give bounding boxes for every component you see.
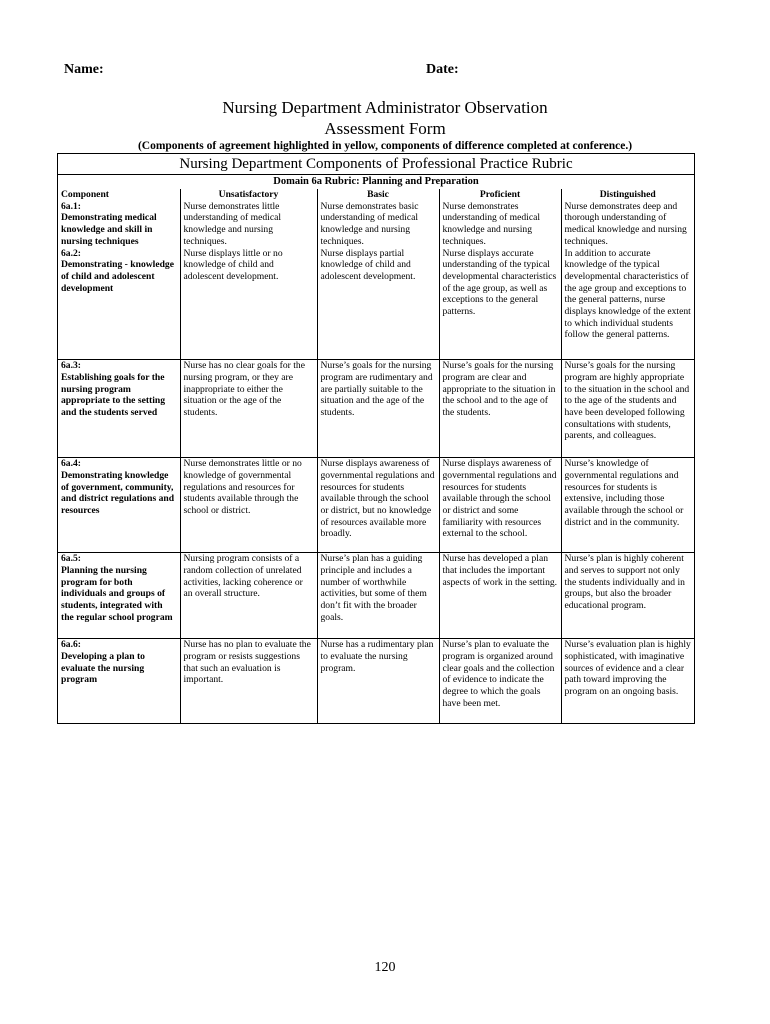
rubric-table-container	[57, 153, 695, 724]
rubric-text: Nurse’s plan to evaluate the program is organized around clear goals and the collection of evidence to indicate the degree to which the goals have been met.	[442, 639, 555, 709]
rubric-table	[58, 189, 694, 723]
unsatisfactory-cell	[180, 360, 317, 458]
rubric-text: Nurse has no plan to evaluate the program or resists suggestions that such an evaluation is important.	[183, 639, 311, 686]
rubric-text: Nurse displays partial knowledge of child and adolescent development.	[320, 247, 416, 282]
component-description: Planning the nursing program for both individuals and groups of students, integrated with the regular school program	[61, 564, 173, 623]
distinguished-cell	[561, 639, 694, 723]
form-title	[0, 97, 770, 139]
basic-cell	[317, 201, 439, 360]
proficient-cell	[439, 360, 561, 458]
basic-cell	[317, 553, 439, 639]
component-description: Demonstrating knowledge of government, community, and district regulations and resources	[61, 469, 175, 517]
component-description: Demonstrating medical knowledge and skill in nursing techniques	[61, 212, 157, 247]
rubric-text: Nurse displays little or no knowledge of child and adolescent development.	[183, 247, 283, 282]
rubric-text: Nurse displays accurate understanding of the typical developmental characteristics of the age group, as well as exceptions to the general patterns.	[442, 247, 557, 318]
column-header-basic: Basic	[317, 189, 439, 201]
rubric-text: Nurse displays awareness of governmental regulations and resources for students available through the school or district and some familiarity with resources external to the school.	[442, 458, 557, 540]
component-cell	[58, 458, 180, 553]
basic-cell	[317, 458, 439, 553]
component-description: Demonstrating - knowledge of child and adolescent development	[61, 259, 174, 294]
rubric-text: Nurse demonstrates deep and thorough understanding of medical knowledge and nursing techniques.	[564, 200, 687, 247]
basic-cell	[317, 360, 439, 458]
column-header-distinguished: Distinguished	[561, 189, 694, 201]
proficient-cell	[439, 201, 561, 360]
component-id: 6a.4:	[61, 458, 81, 470]
proficient-cell	[439, 458, 561, 553]
rubric-text: Nurse demonstrates understanding of medical knowledge and nursing techniques.	[442, 200, 541, 247]
domain-title: Domain 6a Rubric: Planning and Preparation	[273, 176, 479, 187]
rubric-text: Nurse demonstrates little understanding of medical knowledge and nursing techniques.	[183, 200, 282, 247]
rubric-text: Nurse’s plan has a guiding principle and includes a number of worthwhile activities, but some of them don’t fit with the broader goals.	[320, 553, 427, 623]
component-cell	[58, 360, 180, 458]
rubric-title: Nursing Department Components of Professional Practice Rubric	[58, 154, 694, 175]
component-id: 6a.2:	[61, 247, 81, 259]
table-row	[58, 360, 694, 458]
date-label: Date:	[426, 62, 459, 77]
rubric-text: Nurse’s knowledge of governmental regulations and resources for students is extensive, including those available through the school or district and in the community.	[564, 458, 684, 528]
rubric-text: Nurse’s goals for the nursing program are highly appropriate to the situation in the school and to the age of the students and have been developed following consultations with students, parents, and colleagues.	[564, 360, 690, 442]
form-subtitle: (Components of agreement highlighted in yellow, components of difference completed at conference.)	[137, 140, 633, 152]
name-label: Name:	[64, 62, 104, 77]
column-header-proficient: Proficient	[439, 189, 561, 201]
distinguished-cell	[561, 201, 694, 360]
rubric-text: In addition to accurate knowledge of the typical developmental characteristics of the age group and exceptions to the general patterns, nurse displays knowledge of the extent to which individual students follow the general patterns.	[564, 247, 691, 341]
unsatisfactory-cell	[180, 553, 317, 639]
unsatisfactory-cell	[180, 201, 317, 360]
rubric-text: Nurse displays awareness of governmental regulations and resources for students available through the school or district, but no knowledge of resources available more broadly.	[320, 458, 435, 540]
rubric-text: Nurse demonstrates basic understanding of medical knowledge and nursing techniques.	[320, 200, 419, 247]
component-cell	[58, 201, 180, 360]
rubric-text: Nurse’s goals for the nursing program are clear and appropriate to the situation in the school and to the age of the students.	[442, 360, 556, 419]
rubric-text: Nurse’s evaluation plan is highly sophisticated, with imaginative sources of evidence and a clear path toward improving the program on an ongoing basis.	[564, 639, 691, 698]
proficient-cell	[439, 553, 561, 639]
rubric-header-row	[58, 189, 694, 201]
component-id: 6a.1:	[61, 200, 81, 212]
rubric-text: Nurse has a rudimentary plan to evaluate the nursing program.	[320, 639, 434, 674]
form-title-line2: Assessment Form	[324, 119, 446, 138]
component-id: 6a.5:	[61, 553, 81, 565]
component-description: Establishing goals for the nursing program appropriate to the setting and the students served	[61, 371, 166, 419]
table-row	[58, 458, 694, 553]
table-row	[58, 639, 694, 723]
distinguished-cell	[561, 458, 694, 553]
rubric-text: Nurse has developed a plan that includes the important aspects of work in the setting.	[442, 553, 558, 588]
rubric-text: Nursing program consists of a random collection of unrelated activities, lacking coherence or an overall structure.	[183, 553, 303, 600]
rubric-text: Nurse’s goals for the nursing program are rudimentary and are partially suitable to the situation and the age of the students.	[320, 360, 433, 419]
rubric-text: Nurse has no clear goals for the nursing program, or they are inappropriate to either the situation or the age of the students.	[183, 360, 305, 419]
column-header-unsatisfactory: Unsatisfactory	[180, 189, 317, 201]
name-date-line	[64, 62, 704, 78]
component-description: Developing a plan to evaluate the nursing program	[61, 650, 145, 686]
distinguished-cell	[561, 553, 694, 639]
unsatisfactory-cell	[180, 639, 317, 723]
component-cell	[58, 553, 180, 639]
proficient-cell	[439, 639, 561, 723]
table-row	[58, 553, 694, 639]
column-header-component: Component	[58, 189, 180, 201]
basic-cell	[317, 639, 439, 723]
rubric-text: Nurse’s plan is highly coherent and serves to support not only the students individually and in groups, but also the broader educational program.	[564, 553, 685, 612]
rubric-text: Nurse demonstrates little or no knowledge of governmental regulations and resources for students available through the school or district.	[183, 458, 302, 517]
component-cell	[58, 639, 180, 723]
distinguished-cell	[561, 360, 694, 458]
form-title-line1: Nursing Department Administrator Observation	[222, 98, 548, 117]
component-id: 6a.6:	[61, 639, 81, 651]
table-row	[58, 201, 694, 360]
component-id: 6a.3:	[61, 360, 81, 372]
unsatisfactory-cell	[180, 458, 317, 553]
page-number: 120	[374, 960, 396, 975]
